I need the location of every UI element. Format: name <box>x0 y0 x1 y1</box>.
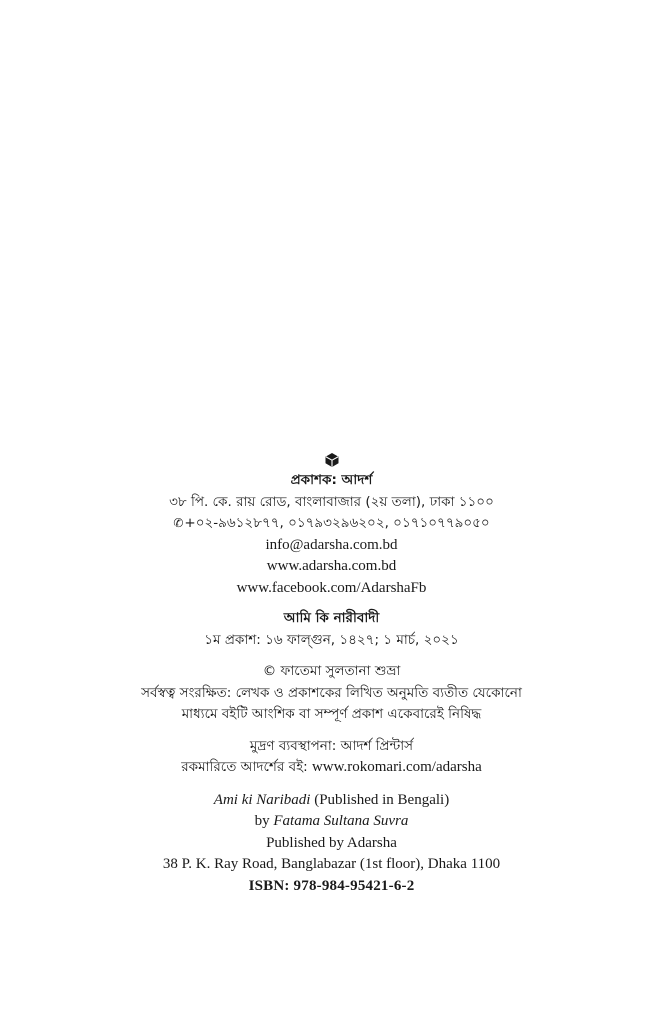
copyright-line: © ফাতেমা সুলতানা শুভ্রা <box>262 663 401 679</box>
printing-management: মুদ্রণ ব্যবস্থাপনা: আদর্শ প্রিন্টার্স <box>249 737 414 754</box>
rights-reserved-line-2: মাধ্যমে বইটি আংশিক বা সম্পূর্ণ প্রকাশ একেবারেই নিষিদ্ধ <box>181 706 482 722</box>
imprint-page <box>0 452 663 897</box>
isbn: ISBN: 978-984-95421-6-2 <box>248 877 415 894</box>
phone-icon: ✆ <box>173 516 184 530</box>
publisher-website[interactable]: www.adarsha.com.bd <box>266 558 397 574</box>
english-author: Fatama Sultana Suvra <box>273 813 409 829</box>
adarsha-cube-logo-icon <box>324 452 340 468</box>
publisher-email[interactable]: info@adarsha.com.bd <box>265 536 398 553</box>
publisher-phones-text: +০২-৯৬১২৮৭৭, ০১৭৯৩২৯৬২০২, ০১৭১০৭৭৯০৫০ <box>184 515 490 531</box>
english-title: Ami ki Naribadi <box>213 791 311 808</box>
publisher-line: প্রকাশক: আদর্শ <box>290 472 373 488</box>
english-title-suffix: (Published in Bengali) <box>310 791 450 808</box>
publisher-facebook[interactable]: www.facebook.com/AdarshaFb <box>236 579 427 596</box>
by-label: by <box>254 813 274 829</box>
english-title-line <box>0 790 663 812</box>
rights-reserved-line-1: সর্বস্বত্ব সংরক্ষিত: লেখক ও প্রকাশকের লিখিত অনুমতি ব্যতীত যেকোনো <box>141 684 522 701</box>
first-edition-date: ১ম প্রকাশ: ১৬ ফাল্গুন, ১৪২৭; ১ মার্চ, ২০২১ <box>204 631 459 648</box>
english-author-line <box>0 811 663 833</box>
book-title-bn: আমি কি নারীবাদী <box>283 610 380 626</box>
rokomari-line <box>0 757 663 779</box>
publisher-phones <box>0 513 663 535</box>
rokomari-url[interactable]: www.rokomari.com/adarsha <box>311 759 482 775</box>
rokomari-label: রকমারিতে আদর্শের বই: <box>181 759 312 775</box>
publisher-address-bn: ৩৮ পি. কে. রায় রোড, বাংলাবাজার (২য় তলা), ঢাকা ১১০০ <box>169 493 494 510</box>
publisher-address-en: 38 P. K. Ray Road, Banglabazar (1st floor), Dhaka 1100 <box>162 856 501 872</box>
published-by: Published by Adarsha <box>266 834 397 851</box>
